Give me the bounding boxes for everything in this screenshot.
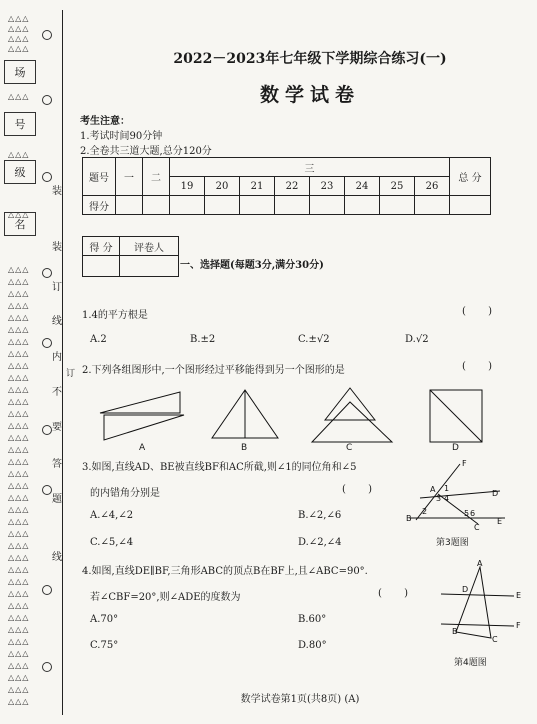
figure-c-triangle-large (312, 402, 392, 442)
question-stem: 3.如图,直线AD、BE被直线BF和AC所截,则∠1的同位角和∠5 (82, 462, 357, 473)
triangle-row: △△△ (8, 373, 30, 382)
triangle-row: △△△ (8, 150, 30, 159)
option: A.70° (90, 614, 119, 625)
section-title: 一、选择题(每题3分,满分30分) (180, 260, 324, 271)
score-table-col: 19 (170, 177, 205, 196)
notes-item: 2.全卷共三道大题,总分120分 (80, 146, 212, 157)
angle-label: 6 (470, 509, 476, 518)
score-table-col: 23 (310, 177, 345, 196)
angle-label: 3 (436, 494, 442, 503)
triangle-row: △△△ (8, 577, 30, 586)
triangle-row: △△△ (8, 517, 30, 526)
figure-label: C (346, 443, 353, 453)
triangle-row: △△△ (8, 289, 30, 298)
binding-char: 装 (52, 186, 62, 197)
score-table-col: 25 (380, 177, 415, 196)
angle-label: 5 (464, 509, 470, 518)
triangle-row: △△△ (8, 409, 30, 418)
triangle-row: △△△ (8, 673, 30, 682)
q2-figures (0, 380, 537, 470)
triangle-row: △△△ (8, 625, 30, 634)
line-de (441, 594, 514, 596)
binding-hole (42, 585, 52, 595)
grader-score-cell[interactable] (83, 256, 120, 277)
exam-title: 2022－2023年七年级下学期综合练习(一) (173, 51, 447, 67)
triangle-row: △△△ (8, 34, 30, 43)
score-cell[interactable] (240, 196, 275, 215)
grader-score-header: 得 分 (83, 237, 120, 256)
triangle-row: △△△ (8, 337, 30, 346)
exam-subject: 数学试卷 (259, 84, 360, 106)
question-stem: 1.4的平方根是 (82, 310, 148, 321)
margin-extra-char: 订 (66, 369, 76, 379)
triangle-row: △△△ (8, 313, 30, 322)
score-table-col: 21 (240, 177, 275, 196)
angle-label: 4 (444, 494, 450, 503)
triangle-row: △△△ (8, 481, 30, 490)
binding-margin (0, 0, 76, 724)
triangle-row: △△△ (8, 433, 30, 442)
point-label: A (430, 485, 436, 494)
triangle-row: △△△ (8, 685, 30, 694)
triangle-row: △△△ (8, 601, 30, 610)
triangle-row: △△△ (8, 529, 30, 538)
triangle-row: △△△ (8, 361, 30, 370)
figure-label: D (452, 443, 459, 453)
answer-paren[interactable]: ( ) (462, 306, 493, 317)
score-cell[interactable] (143, 196, 170, 215)
question-stem: 4.如图,直线DE∥BF,三角形ABC的顶点B在BF上,且∠ABC=90°. (82, 566, 368, 577)
grader-name-header: 评卷人 (120, 237, 179, 256)
triangle-row: △△△ (8, 44, 30, 53)
point-label: C (492, 635, 498, 644)
triangle-row: △△△ (8, 553, 30, 562)
option: B.±2 (190, 334, 216, 345)
score-table-header: 题号 (83, 158, 116, 196)
grader-table (82, 236, 179, 277)
figure-caption: 第4题图 (454, 658, 487, 668)
binding-hole (42, 172, 52, 182)
triangle-row: △△△ (8, 505, 30, 514)
binding-char: 内 (52, 352, 62, 363)
triangle-row: △△△ (8, 469, 30, 478)
triangle-row: △△△ (8, 385, 30, 394)
triangle-row: △△△ (8, 397, 30, 406)
triangle-row: △△△ (8, 14, 30, 23)
score-cell[interactable] (116, 196, 143, 215)
point-label: F (462, 459, 467, 468)
figure-a-triangle-bottom (104, 415, 184, 440)
triangle-row: △△△ (8, 349, 30, 358)
score-table-header: 一 (116, 158, 143, 196)
figure-caption: 第3题图 (436, 538, 469, 548)
triangle-row: △△△ (8, 445, 30, 454)
score-cell[interactable] (205, 196, 240, 215)
notes-item: 1.考试时间90分钟 (80, 131, 163, 142)
triangle-row: △△△ (8, 697, 30, 706)
point-label: F (516, 621, 521, 630)
score-table-col: 24 (345, 177, 380, 196)
angle-label: 2 (422, 507, 428, 516)
field-box-seat-number: 号 (4, 112, 36, 136)
triangle-row: △△△ (8, 210, 30, 219)
triangle-abc (456, 567, 491, 638)
binding-char: 不 (52, 387, 62, 398)
figure-a-triangle-top (100, 392, 180, 413)
triangle-row: △△△ (8, 541, 30, 550)
point-label: C (474, 523, 480, 532)
triangle-row: △△△ (8, 589, 30, 598)
triangle-row: △△△ (8, 421, 30, 430)
binding-char: 线 (52, 552, 62, 563)
grader-name-cell[interactable] (120, 256, 179, 277)
binding-char: 订 (52, 282, 62, 293)
binding-line (62, 10, 63, 715)
binding-char: 线 (52, 316, 62, 327)
point-label: E (516, 591, 522, 600)
notes-heading: 考生注意： (80, 116, 130, 127)
point-label: B (406, 514, 412, 523)
option: C.±√2 (298, 334, 330, 345)
page-footer: 数学试卷第1页(共8页) (A) (240, 694, 360, 705)
binding-hole (42, 95, 52, 105)
triangle-row: △△△ (8, 24, 30, 33)
triangle-row: △△△ (8, 613, 30, 622)
point-label: B (452, 627, 458, 636)
option: D.√2 (405, 334, 429, 345)
field-box-exam-room: 场 (4, 60, 36, 84)
question-stem-continued: 的内错角分别是 (90, 488, 160, 499)
question-stem: 2.下列各组图形中,一个图形经过平移能得到另一个图形的是 (82, 365, 345, 376)
point-label: D (462, 585, 469, 594)
option: D.80° (298, 640, 327, 651)
answer-paren[interactable]: ( ) (342, 484, 373, 495)
field-box-class: 级 (4, 160, 36, 184)
score-table-header: 三 (170, 158, 450, 177)
triangle-row: △△△ (8, 661, 30, 670)
triangle-row: △△△ (8, 277, 30, 286)
binding-hole (42, 338, 52, 348)
score-table-header: 总 分 (450, 158, 491, 196)
binding-char: 答 (52, 459, 62, 470)
triangle-row: △△△ (8, 493, 30, 502)
option: B.60° (298, 614, 327, 625)
binding-hole (42, 485, 52, 495)
score-table-header: 二 (143, 158, 170, 196)
score-table (82, 157, 491, 215)
score-table-col: 22 (275, 177, 310, 196)
q3-figure (400, 458, 520, 538)
point-label: A (477, 559, 483, 568)
option: A.2 (90, 334, 107, 345)
score-cell[interactable] (415, 196, 450, 215)
field-box-name: 名 (4, 212, 36, 236)
score-cell[interactable] (310, 196, 345, 215)
triangle-row: △△△ (8, 92, 30, 101)
triangle-row: △△△ (8, 649, 30, 658)
figure-label: B (241, 443, 248, 453)
figure-c-triangle-small (325, 388, 375, 420)
binding-hole (42, 268, 52, 278)
score-cell[interactable] (345, 196, 380, 215)
option: B.∠2,∠6 (298, 510, 342, 521)
score-row-label: 得分 (83, 196, 116, 215)
score-cell[interactable] (275, 196, 310, 215)
figure-label: A (139, 443, 146, 453)
triangle-row: △△△ (8, 457, 30, 466)
figure-d-diagonal (430, 390, 482, 442)
angle-label: 1 (444, 484, 450, 493)
triangle-row: △△△ (8, 301, 30, 310)
triangle-row: △△△ (8, 265, 30, 274)
score-table-col: 26 (415, 177, 450, 196)
point-label: D (492, 489, 499, 498)
binding-char: 要 (52, 422, 62, 433)
point-label: E (497, 517, 503, 526)
question-stem-continued: 若∠CBF=20°,则∠ADE的度数为 (90, 592, 241, 603)
triangle-row: △△△ (8, 637, 30, 646)
q4-figure (436, 559, 526, 652)
binding-hole (42, 662, 52, 672)
triangle-row: △△△ (8, 565, 30, 574)
option: D.∠2,∠4 (298, 537, 342, 548)
score-cell[interactable] (450, 196, 491, 215)
binding-char: 装 (52, 242, 62, 253)
line-bf (441, 624, 514, 626)
score-cell[interactable] (170, 196, 205, 215)
score-table-col: 20 (205, 177, 240, 196)
option: C.75° (90, 640, 119, 651)
binding-hole (42, 30, 52, 40)
binding-char: 题 (52, 494, 62, 505)
answer-paren[interactable]: ( ) (462, 361, 493, 372)
score-cell[interactable] (380, 196, 415, 215)
option: C.∠5,∠4 (90, 537, 134, 548)
option: A.∠4,∠2 (90, 510, 134, 521)
answer-paren[interactable]: ( ) (378, 588, 409, 599)
triangle-row: △△△ (8, 325, 30, 334)
